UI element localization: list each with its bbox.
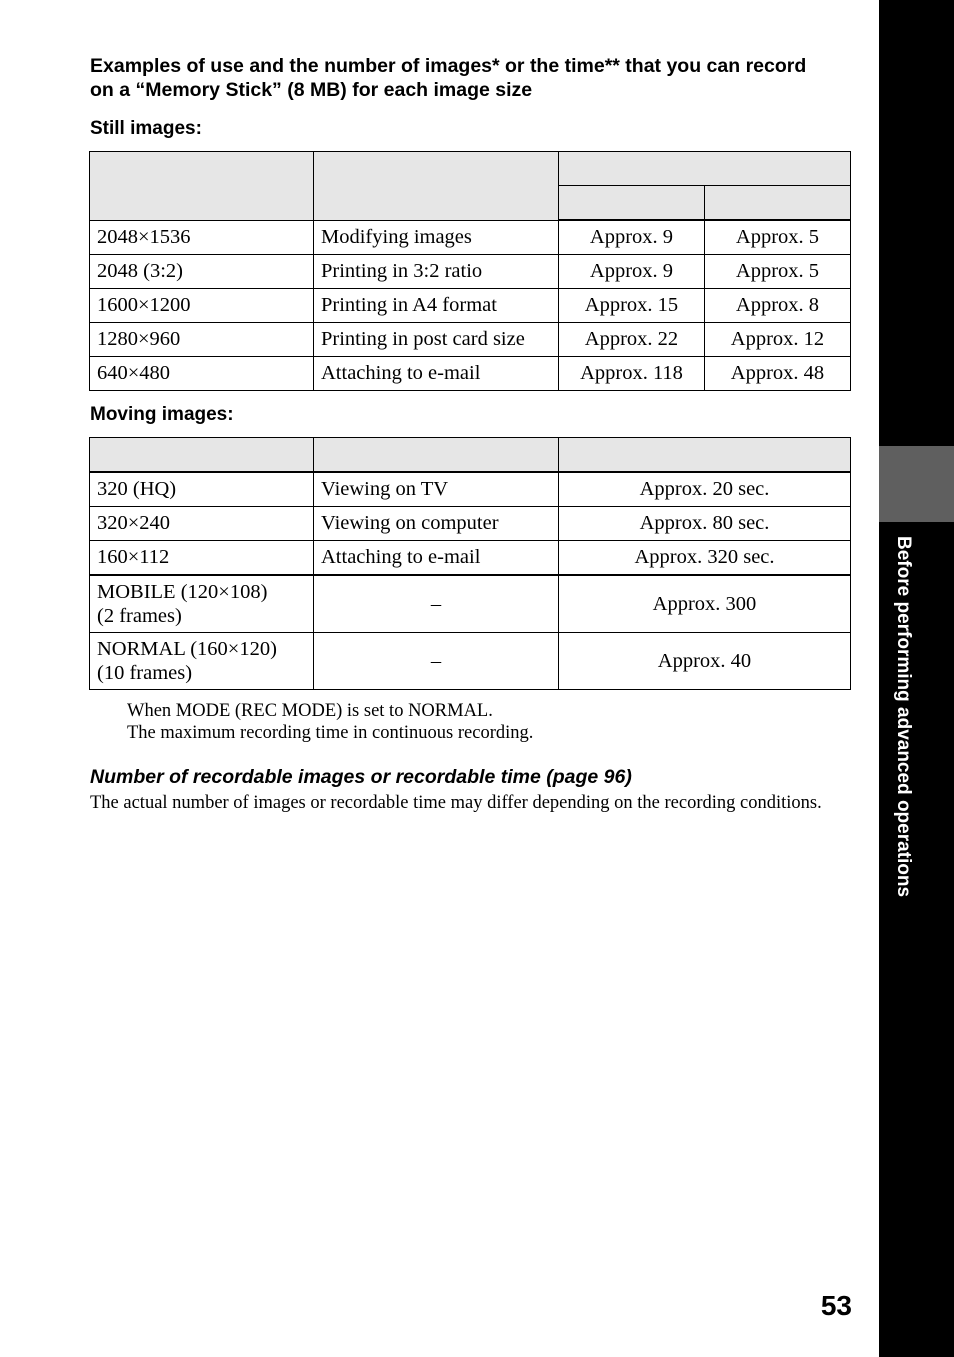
header-cell-size [90, 152, 314, 221]
section-title: Number of recordable images or recordable time (page 96) [90, 766, 632, 788]
cell-size-line2: (2 frames) [97, 605, 182, 627]
cell-usage: Printing in A4 format [314, 289, 559, 323]
table-row [90, 220, 851, 255]
table-row [90, 289, 851, 323]
cell-size-line1: NORMAL (160×120) [97, 638, 277, 660]
cell-size: 320×240 [90, 507, 314, 541]
cell-size: 640×480 [90, 357, 314, 391]
cell-usage: Printing in 3:2 ratio [314, 255, 559, 289]
cell-standard: Approx. 12 [705, 323, 851, 357]
cell-size: 1600×1200 [90, 289, 314, 323]
table-row [90, 507, 851, 541]
moving-images-label: Moving images: [90, 404, 234, 425]
cell-size [90, 633, 314, 690]
cell-usage: Viewing on TV [314, 472, 559, 507]
table-row [90, 575, 851, 633]
header-cell-time [559, 438, 851, 473]
side-tab-marker [879, 446, 954, 522]
cell-fine: Approx. 118 [559, 357, 705, 391]
header-cell-fine [559, 186, 705, 221]
table-header-row [90, 152, 851, 186]
cell-size: 160×112 [90, 541, 314, 576]
cell-usage: Attaching to e-mail [314, 357, 559, 391]
table-row [90, 541, 851, 576]
cell-usage: Attaching to e-mail [314, 541, 559, 576]
table-row [90, 255, 851, 289]
cell-size-line1: MOBILE (120×108) [97, 581, 268, 603]
cell-usage: Modifying images [314, 220, 559, 255]
side-section-label: Before performing advanced operations [893, 536, 914, 898]
cell-standard: Approx. 5 [705, 220, 851, 255]
header-cell-count [559, 152, 851, 186]
cell-size [90, 575, 314, 633]
cell-time: Approx. 320 sec. [559, 541, 851, 576]
table-row [90, 323, 851, 357]
page-number: 53 [820, 1290, 852, 1321]
footnotes [127, 700, 533, 744]
cell-count: Approx. 40 [559, 633, 851, 690]
cell-size: 2048 (3:2) [90, 255, 314, 289]
footnote: The maximum recording time in continuous recording. [127, 723, 534, 743]
cell-count: Approx. 300 [559, 575, 851, 633]
page-heading: Examples of use and the number of images* or the time** that you can record on a “Memory Stick” (8 MB) for each image size [90, 55, 807, 101]
table-row [90, 472, 851, 507]
cell-standard: Approx. 5 [705, 255, 851, 289]
cell-fine: Approx. 22 [559, 323, 705, 357]
cell-size: 1280×960 [90, 323, 314, 357]
cell-standard: Approx. 8 [705, 289, 851, 323]
footnote: When MODE (REC MODE) is set to NORMAL. [127, 701, 493, 721]
cell-usage: Printing in post card size [314, 323, 559, 357]
cell-fine: Approx. 9 [559, 255, 705, 289]
cell-size-line2: (10 frames) [97, 662, 193, 684]
cell-fine: Approx. 15 [559, 289, 705, 323]
cell-standard: Approx. 48 [705, 357, 851, 391]
body-paragraph: The actual number of images or recordable time may differ depending on the recording conditions. [90, 793, 822, 813]
cell-fine: Approx. 9 [559, 220, 705, 255]
cell-usage: – [314, 575, 559, 633]
header-cell-standard [705, 186, 851, 221]
cell-time: Approx. 20 sec. [559, 472, 851, 507]
header-cell-usage [314, 152, 559, 221]
still-images-label: Still images: [90, 118, 202, 139]
cell-usage: Viewing on computer [314, 507, 559, 541]
header-cell-usage [314, 438, 559, 473]
table-header-row [90, 438, 851, 473]
cell-time: Approx. 80 sec. [559, 507, 851, 541]
table-row [90, 633, 851, 690]
moving-images-table [89, 437, 851, 690]
cell-size: 320 (HQ) [90, 472, 314, 507]
cell-usage: – [314, 633, 559, 690]
still-images-table [89, 151, 851, 391]
header-cell-size [90, 438, 314, 473]
cell-size: 2048×1536 [90, 220, 314, 255]
table-row [90, 357, 851, 391]
